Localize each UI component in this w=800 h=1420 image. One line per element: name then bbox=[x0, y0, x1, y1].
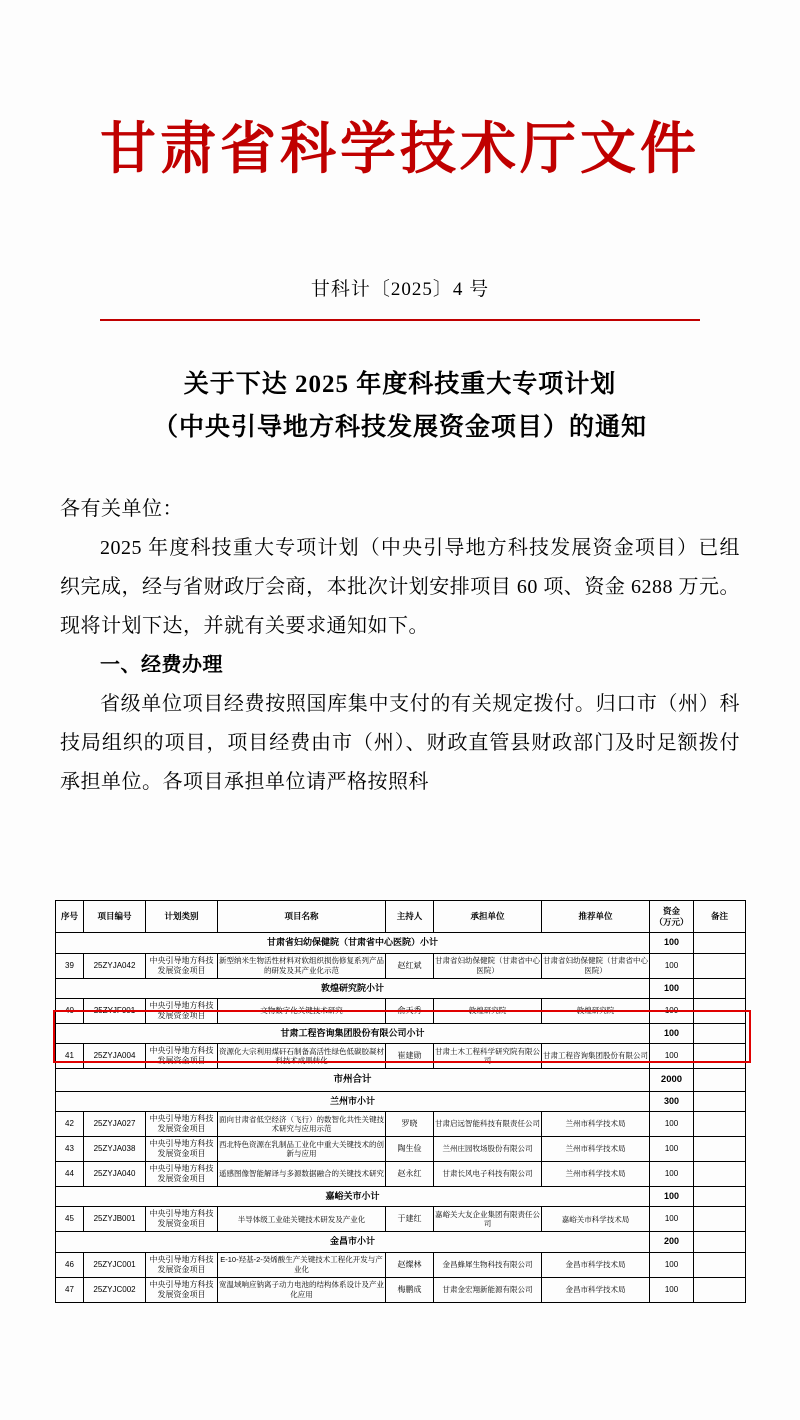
cell-code: 25ZYJA027 bbox=[84, 1112, 146, 1137]
subtotal-label: 兰州市小计 bbox=[56, 1091, 650, 1111]
cell-note bbox=[694, 1277, 746, 1302]
cell-code: 25ZYJA040 bbox=[84, 1162, 146, 1187]
cell-no: 40 bbox=[56, 998, 84, 1023]
salutation: 各有关单位： bbox=[60, 498, 183, 521]
cell-unit: 甘肃省妇幼保健院（甘肃省中心医院） bbox=[434, 953, 542, 978]
cell-no: 45 bbox=[56, 1207, 84, 1232]
col-header-recommender: 推荐单位 bbox=[542, 901, 650, 933]
cell-recommender: 甘肃工程咨询集团股份有限公司 bbox=[542, 1044, 650, 1069]
col-header-unit: 承担单位 bbox=[434, 901, 542, 933]
col-header-no: 序号 bbox=[56, 901, 84, 933]
cell-recommender: 金昌市科学技术局 bbox=[542, 1252, 650, 1277]
cell-no: 42 bbox=[56, 1112, 84, 1137]
cell-name: E-10-羟基-2-癸烯酸生产关键技术工程化开发与产业化 bbox=[218, 1252, 386, 1277]
subtotal-note bbox=[694, 978, 746, 998]
cell-name: 半导体级工业硅关键技术研发及产业化 bbox=[218, 1207, 386, 1232]
document-title-line2: （中央引导地方科技发展资金项目）的通知 bbox=[152, 414, 647, 442]
section-heading-1: 一、经费办理 bbox=[100, 654, 223, 677]
plan-table-body bbox=[56, 933, 746, 1302]
paragraph-1: 2025 年度科技重大专项计划（中央引导地方科技发展资金项目）已组织完成，经与省财政厅会商，本批次计划安排项目 60 项、资金 6288 万元。现将计划下达，并就有关要求通知如下。 bbox=[60, 537, 740, 638]
subtotal-funds: 200 bbox=[650, 1232, 694, 1252]
table-row bbox=[56, 953, 746, 978]
table-row bbox=[56, 1207, 746, 1232]
document-title bbox=[60, 363, 740, 451]
subtotal-funds: 100 bbox=[650, 978, 694, 998]
cell-name: 遥感图像智能解译与多源数据融合的关键技术研究 bbox=[218, 1162, 386, 1187]
subtotal-note bbox=[694, 1023, 746, 1043]
table-total-row bbox=[56, 1069, 746, 1092]
subtotal-funds: 100 bbox=[650, 1187, 694, 1207]
cell-leader: 罗晓 bbox=[386, 1112, 434, 1137]
cell-note bbox=[694, 1162, 746, 1187]
cell-category: 中央引导地方科技发展资金项目 bbox=[146, 1112, 218, 1137]
cell-code: 25ZYJC001 bbox=[84, 1252, 146, 1277]
cell-funds: 100 bbox=[650, 1252, 694, 1277]
subtotal-note bbox=[694, 1232, 746, 1252]
document-title-line1: 关于下达 2025 年度科技重大专项计划 bbox=[183, 370, 617, 398]
table-row bbox=[56, 998, 746, 1023]
cell-no: 43 bbox=[56, 1137, 84, 1162]
table-row bbox=[56, 1277, 746, 1302]
cell-code: 25ZYJF001 bbox=[84, 998, 146, 1023]
cell-leader: 赵永红 bbox=[386, 1162, 434, 1187]
cell-note bbox=[694, 953, 746, 978]
table-subtotal-row bbox=[56, 1187, 746, 1207]
cell-name: 面向甘肃省低空经济（飞行）的数智化共性关键技术研究与应用示范 bbox=[218, 1112, 386, 1137]
cell-recommender: 兰州市科学技术局 bbox=[542, 1162, 650, 1187]
cell-name: 新型纳米生物活性材料对软组织损伤修复系列产品的研发及其产业化示范 bbox=[218, 953, 386, 978]
cell-recommender: 敦煌研究院 bbox=[542, 998, 650, 1023]
col-header-funds bbox=[650, 901, 694, 933]
cell-no: 47 bbox=[56, 1277, 84, 1302]
cell-unit: 甘肃土木工程科学研究院有限公司 bbox=[434, 1044, 542, 1069]
cell-recommender: 兰州市科学技术局 bbox=[542, 1112, 650, 1137]
cell-unit: 甘肃启远智能科技有限责任公司 bbox=[434, 1112, 542, 1137]
subtotal-funds: 300 bbox=[650, 1091, 694, 1111]
cell-leader: 赵燦林 bbox=[386, 1252, 434, 1277]
cell-unit: 金昌蜂犀生物科技有限公司 bbox=[434, 1252, 542, 1277]
cell-leader: 俞天秀 bbox=[386, 998, 434, 1023]
col-header-category: 计划类别 bbox=[146, 901, 218, 933]
subtotal-label: 敦煌研究院小计 bbox=[56, 978, 650, 998]
masthead-title: 甘肃省科学技术厅文件 bbox=[100, 119, 700, 181]
cell-note bbox=[694, 998, 746, 1023]
cell-recommender: 嘉峪关市科学技术局 bbox=[542, 1207, 650, 1232]
cell-unit: 甘肃长风电子科技有限公司 bbox=[434, 1162, 542, 1187]
cell-leader: 赵红斌 bbox=[386, 953, 434, 978]
subtotal-note bbox=[694, 1069, 746, 1092]
cell-name: 西北特色资源在乳制品工业化中重大关键技术的创新与应用 bbox=[218, 1137, 386, 1162]
plan-table-container bbox=[55, 900, 745, 1303]
cell-code: 25ZYJB001 bbox=[84, 1207, 146, 1232]
col-header-name: 项目名称 bbox=[218, 901, 386, 933]
subtotal-label: 甘肃工程咨询集团股份有限公司小计 bbox=[56, 1023, 650, 1043]
subtotal-label: 嘉峪关市小计 bbox=[56, 1187, 650, 1207]
table-subtotal-row bbox=[56, 1232, 746, 1252]
cell-leader: 崔建勋 bbox=[386, 1044, 434, 1069]
cell-no: 46 bbox=[56, 1252, 84, 1277]
cell-note bbox=[694, 1207, 746, 1232]
cell-leader: 于建红 bbox=[386, 1207, 434, 1232]
cell-note bbox=[694, 1112, 746, 1137]
table-header-row bbox=[56, 901, 746, 933]
cell-recommender: 甘肃省妇幼保健院（甘肃省中心医院） bbox=[542, 953, 650, 978]
table-row bbox=[56, 1162, 746, 1187]
cell-funds: 100 bbox=[650, 998, 694, 1023]
col-header-leader: 主持人 bbox=[386, 901, 434, 933]
cell-name: 宽温域响应钠离子动力电池的结构体系设计及产业化应用 bbox=[218, 1277, 386, 1302]
cell-category: 中央引导地方科技发展资金项目 bbox=[146, 998, 218, 1023]
cell-recommender: 金昌市科学技术局 bbox=[542, 1277, 650, 1302]
cell-category: 中央引导地方科技发展资金项目 bbox=[146, 1277, 218, 1302]
cell-code: 25ZYJA004 bbox=[84, 1044, 146, 1069]
subtotal-funds: 2000 bbox=[650, 1069, 694, 1092]
cell-unit: 甘肃金宏翔新能源有限公司 bbox=[434, 1277, 542, 1302]
cell-no: 39 bbox=[56, 953, 84, 978]
cell-note bbox=[694, 1137, 746, 1162]
cell-code: 25ZYJA038 bbox=[84, 1137, 146, 1162]
cell-leader: 梅鹏成 bbox=[386, 1277, 434, 1302]
cell-funds: 100 bbox=[650, 1207, 694, 1232]
document-body bbox=[60, 490, 740, 802]
table-subtotal-row bbox=[56, 978, 746, 998]
table-subtotal-row bbox=[56, 933, 746, 953]
cell-category: 中央引导地方科技发展资金项目 bbox=[146, 1252, 218, 1277]
cell-recommender: 兰州市科学技术局 bbox=[542, 1137, 650, 1162]
subtotal-note bbox=[694, 1091, 746, 1111]
subtotal-funds: 100 bbox=[650, 933, 694, 953]
table-subtotal-row bbox=[56, 1091, 746, 1111]
cell-unit: 敦煌研究院 bbox=[434, 998, 542, 1023]
cell-funds: 100 bbox=[650, 1162, 694, 1187]
cell-category: 中央引导地方科技发展资金项目 bbox=[146, 1207, 218, 1232]
subtotal-note bbox=[694, 933, 746, 953]
cell-code: 25ZYJC002 bbox=[84, 1277, 146, 1302]
col-header-note: 备注 bbox=[694, 901, 746, 933]
cell-category: 中央引导地方科技发展资金项目 bbox=[146, 1044, 218, 1069]
cell-funds: 100 bbox=[650, 1277, 694, 1302]
cell-name: 文物数字化关键技术研究 bbox=[218, 998, 386, 1023]
col-header-funds-line2: （万元） bbox=[654, 916, 689, 927]
table-row bbox=[56, 1112, 746, 1137]
cell-funds: 100 bbox=[650, 1044, 694, 1069]
cell-note bbox=[694, 1252, 746, 1277]
cell-name: 资源化大宗利用煤矸石制备高活性绿色低碳胶凝材料技术成果转化 bbox=[218, 1044, 386, 1069]
cell-no: 41 bbox=[56, 1044, 84, 1069]
table-subtotal-row bbox=[56, 1023, 746, 1043]
plan-table bbox=[55, 900, 746, 1303]
cell-funds: 100 bbox=[650, 1112, 694, 1137]
table-row bbox=[56, 1044, 746, 1069]
subtotal-label: 市州合计 bbox=[56, 1069, 650, 1092]
cell-unit: 兰州庄园牧场股份有限公司 bbox=[434, 1137, 542, 1162]
cell-leader: 陶生俭 bbox=[386, 1137, 434, 1162]
document-number: 甘科计〔2025〕4 号 bbox=[310, 278, 490, 300]
cell-note bbox=[694, 1044, 746, 1069]
masthead bbox=[60, 0, 740, 182]
cell-unit: 嘉峪关大友企业集团有限责任公司 bbox=[434, 1207, 542, 1232]
cell-category: 中央引导地方科技发展资金项目 bbox=[146, 1162, 218, 1187]
cell-code: 25ZYJA042 bbox=[84, 953, 146, 978]
cell-no: 44 bbox=[56, 1162, 84, 1187]
cell-category: 中央引导地方科技发展资金项目 bbox=[146, 953, 218, 978]
cell-funds: 100 bbox=[650, 1137, 694, 1162]
table-row bbox=[56, 1137, 746, 1162]
cell-funds: 100 bbox=[650, 953, 694, 978]
paragraph-2: 省级单位项目经费按照国库集中支付的有关规定拨付。归口市（州）科技局组织的项目，项目经费由市（州）、财政直管县财政部门及时足额拨付承担单位。各项目承担单位请严格按照科 bbox=[60, 693, 740, 794]
red-divider-rule bbox=[100, 319, 700, 321]
table-row bbox=[56, 1252, 746, 1277]
cell-category: 中央引导地方科技发展资金项目 bbox=[146, 1137, 218, 1162]
subtotal-label: 甘肃省妇幼保健院（甘肃省中心医院）小计 bbox=[56, 933, 650, 953]
subtotal-label: 金昌市小计 bbox=[56, 1232, 650, 1252]
subtotal-note bbox=[694, 1187, 746, 1207]
col-header-code: 项目编号 bbox=[84, 901, 146, 933]
col-header-funds-line1: 资金 bbox=[662, 906, 680, 916]
subtotal-funds: 100 bbox=[650, 1023, 694, 1043]
